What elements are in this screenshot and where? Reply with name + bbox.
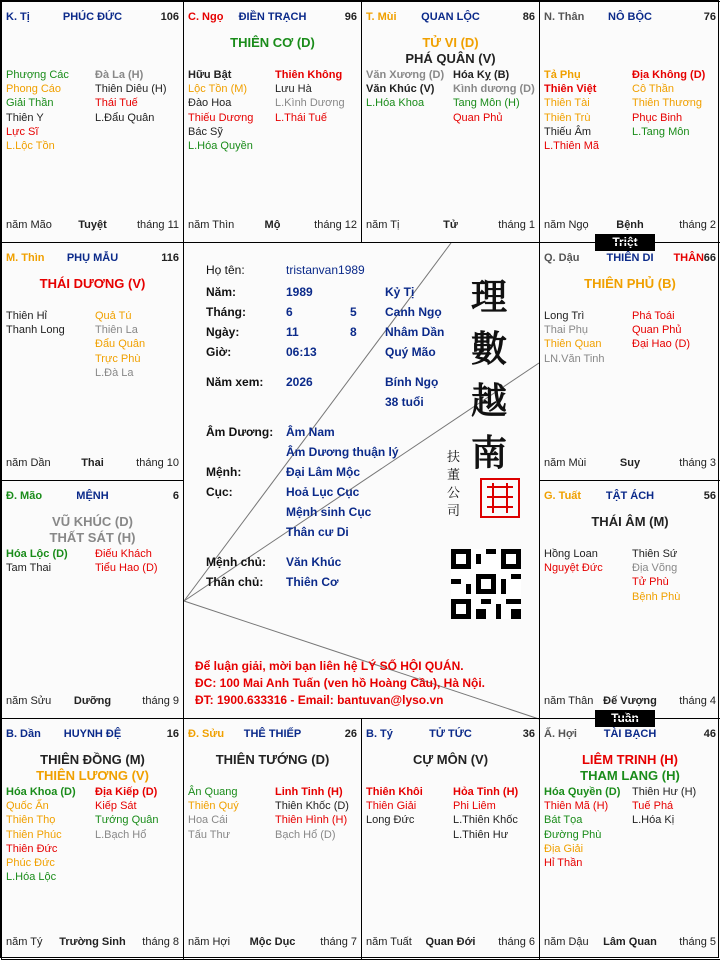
main-star: THIÊN TƯỚNG (D) <box>215 752 330 767</box>
star-item: Quan Phủ <box>632 324 682 337</box>
star-item: Nguyệt Đức <box>544 562 603 575</box>
palace-footer <box>188 219 357 233</box>
star-item: L.Bạch Hổ <box>95 828 147 841</box>
footer-year: năm Dần <box>6 457 51 469</box>
label-hour: Giờ: <box>206 345 232 359</box>
star-item: Bạch Hổ (D) <box>275 828 336 841</box>
main-star: THAM LANG (H) <box>580 768 680 783</box>
star-item: L.Hóa Khoa <box>366 97 425 110</box>
left-star-list <box>6 68 69 153</box>
star-item: Hữu Bật <box>188 69 232 81</box>
palace-ngo[interactable] <box>183 1 362 243</box>
palace-header <box>366 11 535 25</box>
palace-name: ĐIỀN TRẠCH <box>238 11 307 23</box>
footer-month: tháng 3 <box>679 457 716 469</box>
palace-age: 36 <box>522 728 535 740</box>
star-item: Bệnh Phù <box>632 590 681 603</box>
main-star: THIÊN LƯƠNG (V) <box>36 768 149 783</box>
value-month-can: Canh Ngọ <box>385 305 442 319</box>
footer-stage: Bệnh <box>616 219 644 231</box>
footer-year: năm Tị <box>366 219 400 231</box>
triet-tag: Triệt <box>595 234 655 251</box>
footer-year: năm Thìn <box>188 219 235 231</box>
star-item: Điếu Khách <box>95 548 152 560</box>
star-item: Long Đức <box>366 814 415 827</box>
star-item: Thiên Hỉ <box>6 310 47 322</box>
value-am-duong-2: Âm Dương thuận lý <box>286 445 399 459</box>
star-item: Hóa Lộc (D) <box>6 548 68 560</box>
right-star-list <box>453 68 535 125</box>
star-item: Cô Thần <box>632 83 674 96</box>
star-item: Hóa Kỵ (B) <box>453 69 510 81</box>
right-star-list <box>95 785 159 842</box>
palace-name: THIÊN DI <box>606 252 654 264</box>
left-star-list <box>188 785 239 842</box>
star-item: Đà La (H) <box>95 69 144 81</box>
palace-age: 106 <box>160 11 179 23</box>
star-item: Hóa Khoa (D) <box>6 786 76 798</box>
palace-header <box>6 728 179 742</box>
star-item: L.Hóa Lộc <box>6 871 57 884</box>
star-item: Đẩu Quân <box>95 338 146 351</box>
star-item: Thiên Sứ <box>632 548 678 560</box>
left-star-list <box>544 68 599 153</box>
label-cuc: Cục: <box>206 485 233 499</box>
footer-year: năm Mão <box>6 219 52 231</box>
branch-label: B. Dần <box>6 728 41 740</box>
logo-char: 數 <box>471 328 508 370</box>
star-item: Thiên Thương <box>632 97 703 110</box>
star-item: Kiếp Sát <box>95 800 137 813</box>
star-item: Quả Tú <box>95 310 132 322</box>
star-item: L.Đà La <box>95 366 134 379</box>
star-item: Thiên Hư (H) <box>632 786 697 798</box>
palace-footer <box>544 936 716 950</box>
value-month-lunar: 5 <box>350 305 357 319</box>
star-item: Thiếu Dương <box>188 111 254 124</box>
star-item: Thiên Trù <box>544 111 591 124</box>
label-day: Ngày: <box>206 325 240 339</box>
footer-stage: Đế Vượng <box>603 695 657 707</box>
palace-suu[interactable] <box>183 718 362 960</box>
star-item: Kình dương (D) <box>453 83 535 96</box>
left-star-list <box>6 547 68 575</box>
branch-label: B. Tý <box>366 728 393 740</box>
star-item: Đào Hoa <box>188 97 232 110</box>
main-star: PHÁ QUÂN (V) <box>405 51 496 66</box>
palace-thin[interactable] <box>1 242 184 481</box>
footer-month: tháng 12 <box>314 219 357 231</box>
branch-label: K. Tị <box>6 11 30 23</box>
palace-tuat[interactable] <box>539 480 720 719</box>
star-item: Thiên La <box>95 324 138 337</box>
main-star: TỬ VI (D) <box>422 35 479 50</box>
star-item: Lưu Hà <box>275 83 312 96</box>
right-star-list <box>632 547 680 604</box>
footer-month: tháng 11 <box>136 219 179 231</box>
star-item: Thiên Phúc <box>6 828 62 841</box>
value-cuc: Hoả Lục Cục <box>286 485 360 499</box>
palace-footer <box>6 936 179 950</box>
star-item: Địa Không (D) <box>632 69 706 81</box>
footer-year: năm Sửu <box>6 695 52 707</box>
star-item: Tang Môn (H) <box>453 97 520 110</box>
star-item: Thiên Y <box>6 111 44 124</box>
footer-stage: Trường Sinh <box>59 936 126 948</box>
palace-age: 76 <box>703 11 716 23</box>
palace-footer <box>6 695 179 709</box>
star-item: Hoa Cái <box>188 814 228 827</box>
label-view-year: Năm xem: <box>206 375 264 389</box>
star-item: Hóa Quyền (D) <box>544 786 621 798</box>
branch-label: Đ. Sửu <box>188 728 225 740</box>
seal-side-text: 扶 董 公 司 <box>447 450 461 519</box>
value-view-year: 2026 <box>286 375 313 389</box>
footer-year: năm Tý <box>6 936 43 948</box>
right-star-list <box>275 785 349 842</box>
star-item: Tướng Quân <box>95 814 159 827</box>
palace-header <box>6 252 179 266</box>
than-marker: THÂN <box>673 252 704 264</box>
main-star: LIÊM TRINH (H) <box>581 752 679 767</box>
star-item: Địa Kiếp (D) <box>95 786 158 798</box>
left-star-list <box>188 68 253 153</box>
main-star: THIÊN PHỦ (B) <box>584 276 676 291</box>
palace-age: 16 <box>166 728 179 740</box>
star-item: L.Lộc Tồn <box>6 140 55 153</box>
logo-char: 越 <box>471 380 508 422</box>
palace-mui[interactable] <box>361 1 540 243</box>
branch-label: Đ. Mão <box>6 490 43 502</box>
value-cuc-2: Mệnh sinh Cục <box>286 505 372 519</box>
right-star-list <box>95 547 158 575</box>
palace-header <box>188 728 357 742</box>
star-item: L.Thiên Hư <box>453 828 509 841</box>
star-item: Thái Tuế <box>95 97 138 110</box>
footer-year: năm Hợi <box>188 936 231 948</box>
logo-char: 理 <box>471 276 508 318</box>
left-star-list <box>366 785 423 828</box>
branch-label: T. Mùi <box>366 11 397 23</box>
footer-stage: Suy <box>619 457 641 469</box>
star-item: Phi Liêm <box>453 800 496 813</box>
label-menh-chu: Mệnh chủ: <box>206 555 266 569</box>
right-star-list <box>453 785 518 842</box>
palace-header <box>366 728 535 742</box>
palace-footer <box>544 219 716 233</box>
palace-ti[interactable] <box>1 1 184 243</box>
star-item: Long Trì <box>544 310 585 322</box>
palace-header <box>6 11 179 25</box>
star-item: Bát Tọa <box>544 814 583 827</box>
palace-name: MỆNH <box>76 490 109 502</box>
footer-year: năm Ngọ <box>544 219 589 231</box>
star-item: L.Kình Dương <box>275 97 345 110</box>
palace-name: PHÚC ĐỨC <box>62 11 123 23</box>
star-item: Địa Giải <box>544 842 584 855</box>
footer-year: năm Dậu <box>544 936 589 948</box>
star-item: Ân Quang <box>188 786 238 798</box>
footer-month: tháng 10 <box>136 457 179 469</box>
value-day: 11 <box>286 325 299 339</box>
footer-month: tháng 4 <box>679 695 716 707</box>
star-item: Thiếu Âm <box>544 125 592 138</box>
star-item: Thiên Hình (H) <box>275 814 348 827</box>
value-cuc-3: Thân cư Di <box>286 525 349 539</box>
star-item: Đường Phù <box>544 828 602 841</box>
star-item: Linh Tinh (H) <box>275 786 343 798</box>
star-item: Quan Phủ <box>453 111 503 124</box>
value-day-lunar: 8 <box>350 325 357 339</box>
star-item: Thiên Thọ <box>6 814 56 827</box>
qr-code-icon <box>451 549 521 619</box>
branch-label: M. Thìn <box>6 252 45 264</box>
palace-name: HUYNH ĐỆ <box>63 728 122 740</box>
star-item: Tả Phụ <box>544 69 581 81</box>
palace-age: 96 <box>344 11 357 23</box>
palace-than[interactable] <box>539 1 720 243</box>
palace-footer <box>544 457 716 471</box>
label-am-duong: Âm Dương: <box>206 425 274 439</box>
star-item: Trực Phù <box>95 352 141 365</box>
star-item: Hỉ Thần <box>544 857 583 870</box>
label-than-chu: Thân chủ: <box>206 575 264 589</box>
palace-age: 56 <box>703 490 716 502</box>
footer-stage: Tử <box>443 219 458 231</box>
footer-month: tháng 1 <box>498 219 535 231</box>
star-item: Tấu Thư <box>188 828 231 841</box>
star-item: Thiên Khôi <box>366 786 423 798</box>
branch-label: Q. Dậu <box>544 252 580 264</box>
palace-footer <box>6 457 179 471</box>
main-star: VŨ KHÚC (D) <box>52 514 133 529</box>
star-item: Lực Sĩ <box>6 125 39 138</box>
footer-stage: Quan Đới <box>425 936 476 948</box>
footer-stage: Dưỡng <box>73 695 112 707</box>
star-item: Bác Sỹ <box>188 125 223 138</box>
palace-name: PHỤ MẪU <box>66 252 119 264</box>
footer-year: năm Mùi <box>544 457 587 469</box>
star-item: Thai Phụ <box>544 324 589 337</box>
main-star: THÁI ÂM (M) <box>591 514 669 529</box>
main-star: THẤT SÁT (H) <box>49 530 136 545</box>
palace-header <box>544 11 716 25</box>
star-item: Giải Thần <box>6 97 54 110</box>
footer-stage: Tuyệt <box>78 219 107 231</box>
palace-dau[interactable] <box>539 242 720 481</box>
value-view-can: Bính Ngọ <box>385 375 439 389</box>
value-name: tristanvan1989 <box>286 263 365 277</box>
star-item: Thanh Long <box>6 324 65 337</box>
contact-phone-email: ĐT: 1900.633316 - Email: bantuvan@lyso.vn <box>195 693 444 707</box>
value-year-can: Kỷ Tị <box>385 285 415 299</box>
star-item: Phục Binh <box>632 111 683 124</box>
value-age: 38 tuổi <box>385 395 424 409</box>
footer-month: tháng 7 <box>320 936 357 948</box>
value-year: 1989 <box>286 285 313 299</box>
palace-mao[interactable] <box>1 480 184 719</box>
right-star-list <box>632 68 705 139</box>
palace-name: TẬT ÁCH <box>605 490 655 502</box>
value-menh-chu: Văn Khúc <box>286 555 342 569</box>
star-item: Tử Phù <box>632 576 669 589</box>
star-item: Thiên Diêu (H) <box>95 83 167 96</box>
star-item: L.Hóa Kị <box>632 814 675 827</box>
star-item: Lộc Tồn (M) <box>188 83 248 96</box>
footer-stage: Mộ <box>264 219 281 231</box>
palace-dan[interactable] <box>1 718 184 960</box>
star-item: L.Tang Môn <box>632 125 690 138</box>
footer-month: tháng 2 <box>679 219 716 231</box>
footer-stage: Thai <box>81 457 104 469</box>
right-star-list <box>632 309 690 352</box>
branch-label: C. Ngọ <box>188 11 224 23</box>
value-month: 6 <box>286 305 293 319</box>
tuan-tag: Tuần <box>595 710 655 727</box>
star-item: Thiên Quan <box>544 338 602 351</box>
left-star-list <box>6 309 65 337</box>
palace-header <box>188 11 357 25</box>
star-item: Văn Khúc (V) <box>366 83 435 96</box>
footer-year: năm Thân <box>544 695 594 707</box>
palace-age: 66 <box>703 252 716 264</box>
label-year: Năm: <box>206 285 237 299</box>
palace-age: 26 <box>344 728 357 740</box>
palace-hoi[interactable] <box>539 718 720 960</box>
main-star: THÁI DƯƠNG (V) <box>39 276 146 291</box>
palace-footer <box>188 936 357 950</box>
star-item: Văn Xương (D) <box>366 69 445 81</box>
star-item: Hỏa Tinh (H) <box>453 786 519 798</box>
star-item: Địa Võng <box>632 562 678 575</box>
left-star-list <box>366 68 444 111</box>
star-item: L.Hóa Quyền <box>188 140 253 153</box>
label-month: Tháng: <box>206 305 246 319</box>
footer-stage: Lâm Quan <box>603 936 657 948</box>
footer-month: tháng 9 <box>142 695 179 707</box>
palace-footer <box>366 936 535 950</box>
left-star-list <box>544 785 620 870</box>
star-item: LN.Văn Tinh <box>544 352 605 365</box>
palace-name: QUAN LỘC <box>421 11 480 23</box>
star-item: Phúc Đức <box>6 857 55 870</box>
palace-ty[interactable] <box>361 718 540 960</box>
palace-header <box>544 252 716 266</box>
contact-address: ĐC: 100 Mai Anh Tuấn (ven hồ Hoàng Cầu), Hà Nội. <box>195 676 486 690</box>
star-item: Quốc Ấn <box>6 800 49 813</box>
star-item: L.Thiên Khốc <box>453 814 518 827</box>
value-than-chu: Thiên Cơ <box>286 575 339 589</box>
branch-label: Ấ. Hợi <box>544 728 577 740</box>
logo-char: 南 <box>471 432 508 474</box>
palace-name: THÊ THIẾP <box>243 728 302 740</box>
star-item: Thiên Quý <box>188 800 239 813</box>
branch-label: N. Thân <box>544 11 585 23</box>
left-star-list <box>6 785 76 884</box>
palace-footer <box>366 219 535 233</box>
value-hour: 06:13 <box>286 345 317 359</box>
palace-header <box>6 490 179 504</box>
palace-name: TỬ TỨC <box>429 728 472 740</box>
star-item: Thiên Đức <box>6 842 58 855</box>
right-star-list <box>632 785 696 828</box>
main-star: THIÊN CƠ (D) <box>230 35 315 50</box>
branch-label: G. Tuất <box>544 490 582 502</box>
red-seal-icon <box>479 477 521 519</box>
label-menh: Mệnh: <box>206 465 242 479</box>
palace-name: TÀI BẠCH <box>603 728 657 740</box>
footer-stage: Mộc Dục <box>249 936 296 948</box>
star-item: Phong Cáo <box>6 83 62 96</box>
right-star-list <box>95 68 167 125</box>
main-star: THIÊN ĐỒNG (M) <box>40 752 145 767</box>
value-day-can: Nhâm Dần <box>385 325 445 339</box>
star-item: Tam Thai <box>6 562 52 575</box>
star-item: Tiểu Hao (D) <box>95 562 158 575</box>
star-item: Đại Hao (D) <box>632 338 691 351</box>
main-star: CỰ MÔN (V) <box>412 752 489 767</box>
value-hour-can: Quý Mão <box>385 345 436 359</box>
star-item: Phá Toái <box>632 310 675 322</box>
palace-age: 86 <box>522 11 535 23</box>
star-item: Tuế Phá <box>632 800 674 813</box>
star-item: Thiên Giải <box>366 800 417 813</box>
palace-age: 46 <box>703 728 716 740</box>
star-item: Thiên Không <box>275 69 343 81</box>
left-star-list <box>544 547 603 575</box>
contact-line-1: Để luận giải, mời bạn liên hệ LÝ SỐ HỘI QUÁN. <box>195 659 464 673</box>
footer-month: tháng 5 <box>679 936 716 948</box>
value-am-duong: Âm Nam <box>286 425 335 439</box>
right-star-list <box>95 309 145 380</box>
star-item: Hồng Loan <box>544 548 598 560</box>
star-item: Phượng Các <box>6 69 69 81</box>
star-item: Thiên Mã (H) <box>544 800 609 813</box>
palace-footer <box>544 695 716 709</box>
star-item: L.Đẩu Quân <box>95 111 155 124</box>
footer-month: tháng 6 <box>498 936 535 948</box>
label-name: Họ tên: <box>206 263 245 277</box>
star-item: Thiên Việt <box>544 83 597 96</box>
palace-header <box>544 728 716 742</box>
left-star-list <box>544 309 605 366</box>
footer-year: năm Tuất <box>366 936 412 948</box>
star-item: Thiên Tài <box>544 97 590 110</box>
palace-header <box>544 490 716 504</box>
palace-age: 116 <box>161 252 179 264</box>
star-item: Thiên Khốc (D) <box>275 800 349 813</box>
star-item: L.Thái Tuế <box>275 111 327 124</box>
star-item: L.Thiên Mã <box>544 140 600 153</box>
palace-age: 6 <box>172 490 179 502</box>
palace-footer <box>6 219 179 233</box>
palace-name: NÔ BỘC <box>608 11 652 23</box>
footer-month: tháng 8 <box>142 936 179 948</box>
right-star-list <box>275 68 345 125</box>
value-menh: Đại Lâm Mộc <box>286 465 361 479</box>
calligraphy-logo <box>471 271 515 479</box>
